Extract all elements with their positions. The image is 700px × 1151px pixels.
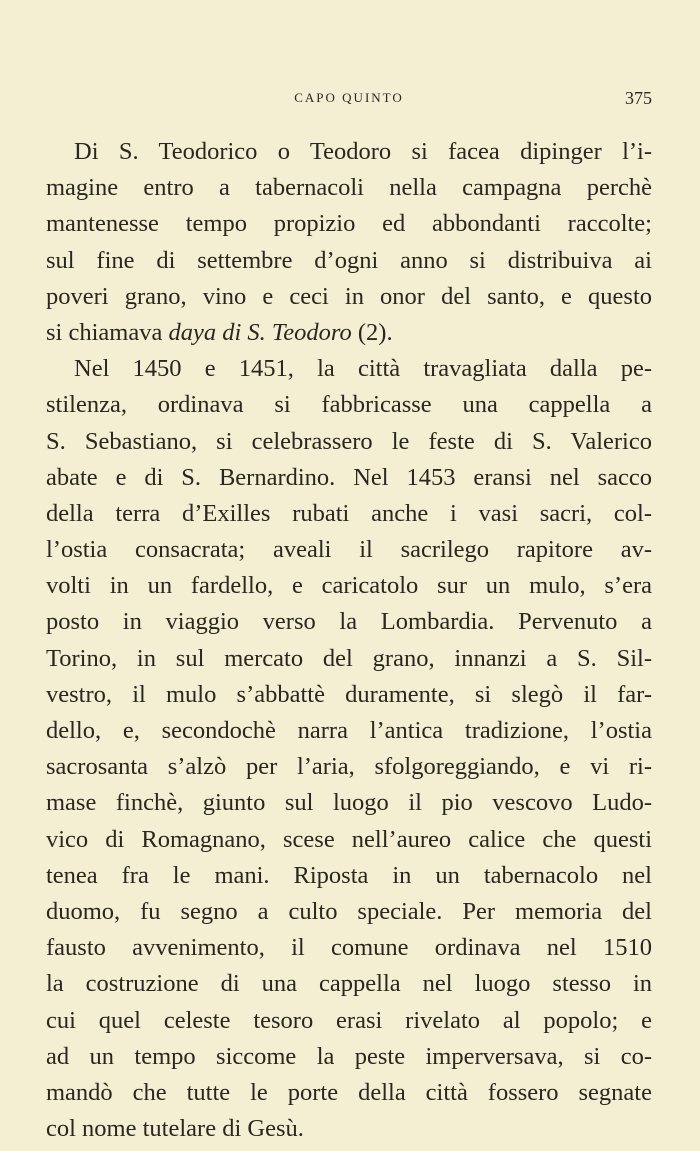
- text-line: Torino, in sul mercato del grano, innanzi a S. Sil-: [46, 644, 652, 672]
- text-line: ad un tempo siccome la peste imperversava, si co-: [46, 1042, 652, 1070]
- text-line: della terra d’Exilles rubati anche i vasi sacri, col-: [46, 499, 652, 527]
- text-line: duomo, fu segno a culto speciale. Per memoria del: [46, 897, 652, 925]
- text-line: la costruzione di una cappella nel luogo stesso in: [46, 970, 652, 998]
- text-line: vestro, il mulo s’abbattè duramente, si slegò il far-: [46, 680, 652, 708]
- text-line: fausto avvenimento, il comune ordinava nel 1510: [46, 934, 652, 962]
- text-line: l’ostia consacrata; aveali il sacrilego rapitore av-: [46, 536, 652, 564]
- running-head: [46, 88, 652, 118]
- text-line: mantenesse tempo propizio ed abbondanti raccolte;: [46, 210, 652, 238]
- text-line: vico di Romagnano, scese nell’aureo calice che questi: [46, 825, 652, 853]
- text-line: sacrosanta s’alzò per l’aria, sfolgoreggiando, e vi ri-: [46, 753, 652, 781]
- text-line: Nel 1450 e 1451, la città travagliata dalla pe-: [74, 355, 652, 383]
- text-line: Di S. Teodorico o Teodoro si facea dipinger l’i-: [74, 138, 652, 165]
- text-line: volti in un fardello, e caricatolo sur un mulo, s’era: [46, 572, 652, 600]
- body-text: [46, 134, 652, 1147]
- text-line: cui quel celeste tesoro erasi rivelato al popolo; e: [46, 1006, 652, 1034]
- page-number: 375: [625, 88, 652, 108]
- text-line: S. Sebastiano, si celebrassero le feste di S. Valerico: [46, 427, 652, 455]
- text-segment: si chiamava: [46, 318, 169, 346]
- text-line: dello, e, secondochè narra l’antica tradizione, l’ostia: [46, 717, 652, 744]
- text-line: sul fine di settembre d’ogni anno si distribuiva ai: [46, 246, 652, 274]
- text-line: magine entro a tabernacoli nella campagna perchè: [46, 174, 652, 202]
- text-line: tenea fra le mani. Riposta in un tabernacolo nel: [46, 861, 652, 889]
- footnote-reference: (2).: [351, 318, 393, 346]
- text-line: posto in viaggio verso la Lombardia. Pervenuto a: [46, 608, 652, 636]
- text-line: abate e di S. Bernardino. Nel 1453 eransi nel sacco: [46, 463, 652, 491]
- text-line: [46, 315, 652, 351]
- chapter-title: CAPO QUINTO: [294, 90, 404, 105]
- text-line: col nome tutelare di Gesù.: [46, 1115, 304, 1143]
- text-line: poveri grano, vino e ceci in onor del santo, e questo: [46, 282, 652, 310]
- text-line: mandò che tutte le porte della città fossero segnate: [46, 1078, 652, 1106]
- text-line: stilenza, ordinava si fabbricasse una cappella a: [46, 391, 652, 419]
- italic-title: daya di S. Teodoro: [168, 318, 352, 346]
- text-line: mase finchè, giunto sul luogo il pio vescovo Ludo-: [46, 789, 652, 817]
